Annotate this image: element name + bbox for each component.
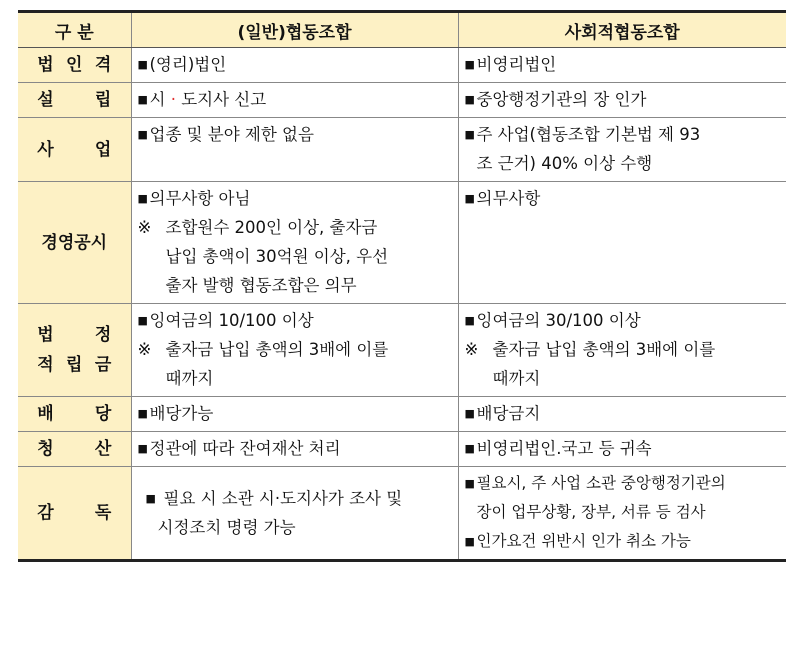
bullet-icon: ■	[464, 128, 475, 141]
social-legal-status: ■ 비영리법인	[458, 48, 786, 83]
general-supervision: ■ 필요 시 소관 시·도지사가 조사 및 시정조치 명령 가능	[131, 467, 458, 561]
general-business: ■ 업종 및 분야 제한 없음	[131, 118, 458, 182]
table-row	[18, 83, 786, 118]
general-legal-status: ■ (영리)법인	[131, 48, 458, 83]
bullet-icon: ■	[137, 192, 148, 205]
row-label-supervision: 감 독	[18, 467, 131, 561]
bullet-icon: ■	[464, 192, 475, 205]
bullet-icon: ■	[137, 407, 148, 420]
header-row	[18, 12, 786, 48]
bullet-icon: ■	[137, 314, 148, 327]
bullet-icon: ■	[464, 58, 475, 71]
bullet-icon: ■	[464, 407, 475, 420]
bullet-icon: ■	[464, 535, 475, 548]
comparison-table-wrapper	[18, 10, 786, 562]
bullet-icon: ■	[137, 93, 148, 106]
table-row	[18, 182, 786, 304]
bullet-icon: ■	[464, 314, 475, 327]
row-label-liquidation: 청 산	[18, 432, 131, 467]
bullet-icon: ■	[137, 442, 148, 455]
row-label-disclosure: 경영공시	[18, 182, 131, 304]
row-label-legal-reserve: 법 정 적 립 금	[18, 304, 131, 397]
table-row	[18, 118, 786, 182]
row-label-business: 사 업	[18, 118, 131, 182]
header-category: 구 분	[18, 12, 131, 48]
bullet-icon: ■	[464, 477, 475, 490]
table-row	[18, 467, 786, 561]
note-mark-icon: ※	[137, 340, 152, 359]
social-liquidation: ■ 비영리법인.국고 등 귀속	[458, 432, 786, 467]
row-label-legal-status: 법 인 격	[18, 48, 131, 83]
social-dividend: ■ 배당금지	[458, 397, 786, 432]
social-supervision: ■ 필요시, 주 사업 소관 중앙행정기관의 장이 업무상황, 장부, 서류 등 검사 ■ 인가요건 위반시 인가 취소 가능	[458, 467, 786, 561]
cooperative-comparison-table	[18, 10, 786, 562]
social-legal-reserve: ■ 잉여금의 30/100 이상 ※ 출자금 납입 총액의 3배에 이를 때까지	[458, 304, 786, 397]
row-label-dividend: 배 당	[18, 397, 131, 432]
bullet-icon: ■	[137, 128, 148, 141]
bullet-icon: ■	[464, 442, 475, 455]
table-row	[18, 397, 786, 432]
header-social-coop: 사회적협동조합	[458, 12, 786, 48]
row-label-establishment: 설 립	[18, 83, 131, 118]
table-row	[18, 304, 786, 397]
social-business: ■ 주 사업(협동조합 기본법 제 93 조 근거) 40% 이상 수행	[458, 118, 786, 182]
social-disclosure: ■ 의무사항	[458, 182, 786, 304]
general-dividend: ■ 배당가능	[131, 397, 458, 432]
bullet-icon: ■	[464, 93, 475, 106]
table-row	[18, 432, 786, 467]
note-mark-icon: ※	[464, 340, 479, 359]
table-row	[18, 48, 786, 83]
header-general-coop: (일반)협동조합	[131, 12, 458, 48]
general-legal-reserve: ■ 잉여금의 10/100 이상 ※ 출자금 납입 총액의 3배에 이를 때까지	[131, 304, 458, 397]
social-establishment: ■ 중앙행정기관의 장 인가	[458, 83, 786, 118]
general-establishment: ■ 시 · 도지사 신고	[131, 83, 458, 118]
note-mark-icon: ※	[137, 218, 152, 237]
general-disclosure: ■ 의무사항 아님 ※ 조합원수 200인 이상, 출자금 납입 총액이 30억원 이상, 우선 출자 발행 협동조합은 의무	[131, 182, 458, 304]
general-liquidation: ■ 정관에 따라 잔여재산 처리	[131, 432, 458, 467]
bullet-icon: ■	[145, 491, 156, 505]
bullet-icon: ■	[137, 58, 148, 71]
